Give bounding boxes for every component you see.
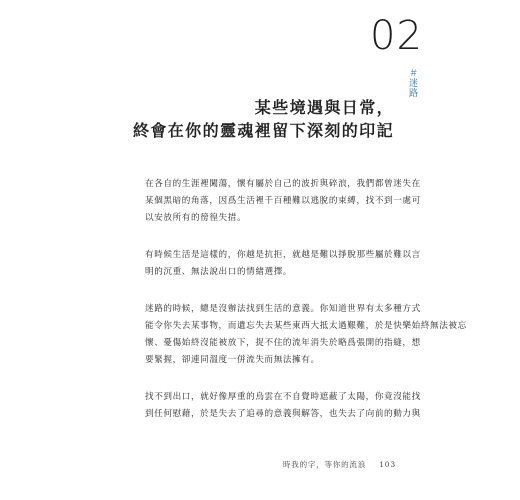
paragraph <box>145 389 421 423</box>
paragraph <box>145 301 467 369</box>
text-line: 到任何慰藉，於是失去了追尋的意義與解答，也失去了向前的動力與 <box>145 409 421 419</box>
chapter-tag: ＃迷路 <box>407 68 417 98</box>
text-line: 懷、憂傷始終沒能被放下，捉不住的流年消失於略爲張開的指縫，想 <box>145 338 421 348</box>
chapter-number: 02 <box>370 13 423 59</box>
paragraph <box>145 247 421 281</box>
text-line: 以安放所有的徬徨失措。 <box>145 213 247 223</box>
page-footer <box>283 459 396 470</box>
text-line: 某個黑暗的角落，因爲生活裡千百種難以逃脫的束縛，找不到一處可 <box>145 196 421 206</box>
text-line: 找不到出口，就好像厚重的烏雲在不自覺時遮蔽了太陽，你竟沒能找 <box>145 392 421 402</box>
text-line: 要緊握，卻連同溫度一併流失而無法擁有。 <box>145 355 320 365</box>
page-number: 103 <box>379 460 396 469</box>
running-title: 時我的字，等你的流浪 <box>283 460 366 469</box>
body-text <box>145 176 467 443</box>
text-line: 有時候生活是這樣的，你越是抗拒，就越是難以掙脫那些屬於難以言 <box>145 250 421 260</box>
chapter-title <box>34 96 394 142</box>
text-line: 在各自的生涯裡闖蕩，懷有屬於自己的波折與碎浪，我們都曾迷失在 <box>145 179 421 189</box>
chapter-title-line-2: 終會在你的靈魂裡留下深刻的印記 <box>132 121 394 140</box>
text-line: 能令你失去某事物，而遺忘失去某些東西大抵太過艱難，於是快樂始終無法被忘 <box>145 321 467 331</box>
chapter-title-line-1: 某些境遇與日常， <box>254 98 394 117</box>
text-line: 明的沉重、無法說出口的情緒選擇。 <box>145 267 293 277</box>
text-line: 迷路的時候，總是沒辦法找到生活的意義。你知道世界有太多種方式 <box>145 304 421 314</box>
paragraph <box>145 176 421 227</box>
